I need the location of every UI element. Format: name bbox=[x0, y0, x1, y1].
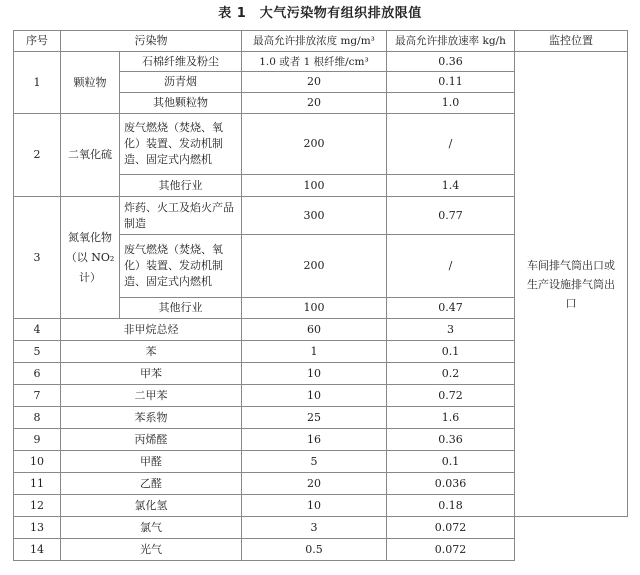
concentration-value: 20 bbox=[242, 72, 387, 93]
table-row bbox=[14, 52, 628, 72]
pollutant-name: 甲醛 bbox=[61, 451, 242, 473]
concentration-value: 3 bbox=[242, 517, 387, 539]
pollutant-name: 苯 bbox=[61, 341, 242, 363]
rate-value: 3 bbox=[387, 319, 515, 341]
rate-value: 0.36 bbox=[387, 429, 515, 451]
header-row bbox=[14, 31, 628, 52]
rate-value: 0.11 bbox=[387, 72, 515, 93]
header-pollutant: 污染物 bbox=[61, 31, 242, 52]
row-no: 7 bbox=[14, 385, 61, 407]
sub-category: 其他行业 bbox=[120, 175, 242, 197]
concentration-value: 200 bbox=[242, 114, 387, 175]
row-no: 14 bbox=[14, 539, 61, 561]
row-no: 5 bbox=[14, 341, 61, 363]
rate-value: 0.1 bbox=[387, 451, 515, 473]
pollutant-name: 乙醛 bbox=[61, 473, 242, 495]
pollutant-name: 丙烯醛 bbox=[61, 429, 242, 451]
row-no: 4 bbox=[14, 319, 61, 341]
sub-category: 其他颗粒物 bbox=[120, 93, 242, 114]
sub-category: 石棉纤维及粉尘 bbox=[120, 52, 242, 72]
header-rate: 最高允许排放速率 kg/h bbox=[387, 31, 515, 52]
rate-value: 1.6 bbox=[387, 407, 515, 429]
sub-category: 废气燃烧（焚烧、氧化）装置、发动机制造、固定式内燃机 bbox=[120, 114, 242, 175]
pollutant-name: 光气 bbox=[61, 539, 242, 561]
row-no: 6 bbox=[14, 363, 61, 385]
concentration-value: 200 bbox=[242, 235, 387, 298]
sub-category: 沥青烟 bbox=[120, 72, 242, 93]
concentration-value: 1.0 或者 1 根纤维/cm³ bbox=[242, 52, 387, 72]
rate-value: 0.72 bbox=[387, 385, 515, 407]
concentration-value: 20 bbox=[242, 473, 387, 495]
pollutant-name: 氮氧化物（以 NO₂ 计） bbox=[61, 197, 120, 319]
row-no: 9 bbox=[14, 429, 61, 451]
rate-value: 0.18 bbox=[387, 495, 515, 517]
row-no: 12 bbox=[14, 495, 61, 517]
rate-value: 1.4 bbox=[387, 175, 515, 197]
header-monitor: 监控位置 bbox=[515, 31, 628, 52]
emission-limits-table bbox=[13, 30, 628, 561]
concentration-value: 16 bbox=[242, 429, 387, 451]
row-no: 10 bbox=[14, 451, 61, 473]
rate-value: 0.47 bbox=[387, 298, 515, 319]
concentration-value: 25 bbox=[242, 407, 387, 429]
sub-category: 废气燃烧（焚烧、氧化）装置、发动机制造、固定式内燃机 bbox=[120, 235, 242, 298]
row-no: 13 bbox=[14, 517, 61, 539]
row-no: 8 bbox=[14, 407, 61, 429]
header-no: 序号 bbox=[14, 31, 61, 52]
row-no: 2 bbox=[14, 114, 61, 197]
rate-value: 0.036 bbox=[387, 473, 515, 495]
pollutant-name: 氯气 bbox=[61, 517, 242, 539]
monitor-location: 车间排气筒出口或生产设施排气筒出口 bbox=[515, 52, 628, 517]
pollutant-name: 苯系物 bbox=[61, 407, 242, 429]
concentration-value: 20 bbox=[242, 93, 387, 114]
pollutant-name: 颗粒物 bbox=[61, 52, 120, 114]
sub-category: 炸药、火工及焰火产品制造 bbox=[120, 197, 242, 235]
row-no: 1 bbox=[14, 52, 61, 114]
pollutant-name: 甲苯 bbox=[61, 363, 242, 385]
concentration-value: 300 bbox=[242, 197, 387, 235]
rate-value: 0.072 bbox=[387, 539, 515, 561]
rate-value: 0.072 bbox=[387, 517, 515, 539]
rate-value: / bbox=[387, 235, 515, 298]
concentration-value: 5 bbox=[242, 451, 387, 473]
concentration-value: 60 bbox=[242, 319, 387, 341]
rate-value: 0.77 bbox=[387, 197, 515, 235]
row-no: 3 bbox=[14, 197, 61, 319]
rate-value: 0.36 bbox=[387, 52, 515, 72]
table-row bbox=[14, 539, 628, 561]
table-row bbox=[14, 517, 628, 539]
rate-value: 1.0 bbox=[387, 93, 515, 114]
rate-value: 0.2 bbox=[387, 363, 515, 385]
pollutant-name: 二氧化硫 bbox=[61, 114, 120, 197]
pollutant-name: 非甲烷总烃 bbox=[61, 319, 242, 341]
concentration-value: 0.5 bbox=[242, 539, 387, 561]
concentration-value: 10 bbox=[242, 385, 387, 407]
concentration-value: 100 bbox=[242, 298, 387, 319]
pollutant-name: 氯化氢 bbox=[61, 495, 242, 517]
concentration-value: 1 bbox=[242, 341, 387, 363]
table-title: 表 1 大气污染物有组织排放限值 bbox=[218, 6, 422, 21]
header-concentration: 最高允许排放浓度 mg/m³ bbox=[242, 31, 387, 52]
concentration-value: 10 bbox=[242, 363, 387, 385]
rate-value: 0.1 bbox=[387, 341, 515, 363]
concentration-value: 100 bbox=[242, 175, 387, 197]
pollutant-name: 二甲苯 bbox=[61, 385, 242, 407]
concentration-value: 10 bbox=[242, 495, 387, 517]
row-no: 11 bbox=[14, 473, 61, 495]
sub-category: 其他行业 bbox=[120, 298, 242, 319]
rate-value: / bbox=[387, 114, 515, 175]
